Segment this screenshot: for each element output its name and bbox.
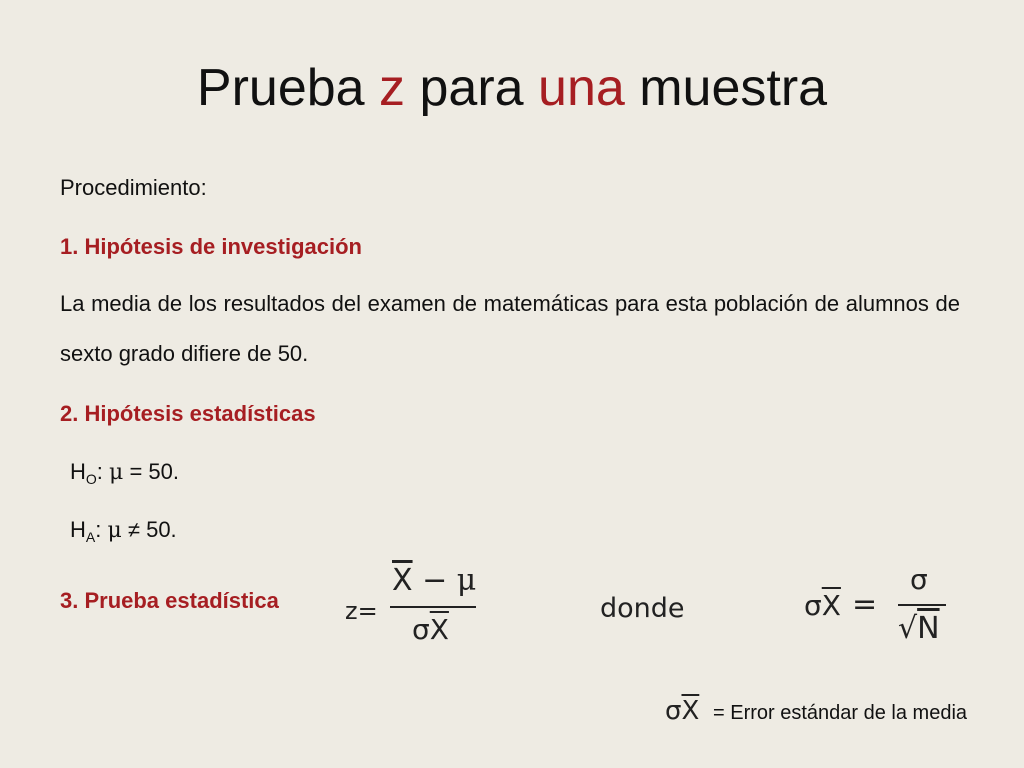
slide-title [0, 59, 1024, 117]
donde-label: donde [600, 593, 685, 624]
footnote-sigma: σ [665, 696, 682, 726]
numerator-minus: − [422, 563, 448, 598]
se-left [804, 589, 841, 622]
footnote-text: = Error estándar de la media [713, 702, 968, 724]
title-una: una [538, 59, 625, 117]
ha-rest: ≠ 50. [121, 517, 177, 542]
ha-mu: μ [107, 518, 122, 543]
null-hypothesis [70, 461, 179, 486]
z-label: z= [345, 597, 378, 625]
step1-heading: 1. Hipótesis de investigación [60, 234, 362, 259]
ha-symbol: H [70, 517, 86, 542]
h0-mu: μ [109, 460, 124, 485]
h0-rest: = 50. [123, 459, 179, 484]
footnote-symbol [665, 698, 699, 724]
se-sigma: σ [804, 589, 822, 622]
sqrt-sign: √ [898, 611, 918, 646]
procedure-label: Procedimiento: [60, 175, 207, 200]
z-numerator [392, 563, 477, 598]
title-part-3: muestra [624, 59, 828, 117]
se-equals: = [852, 587, 878, 622]
step2-heading: 2. Hipótesis estadísticas [60, 401, 316, 426]
numerator-xbar: $\overline{X}$ [392, 563, 413, 598]
step3-heading: 3. Prueba estadística [60, 588, 279, 613]
title-part-2: para [405, 59, 539, 117]
se-denominator [898, 611, 940, 646]
se-xbar: $\overline{X}$ [821, 589, 841, 622]
numerator-mu: μ [456, 563, 477, 598]
denominator-sigma: σ [412, 613, 430, 646]
ha-colon: : [95, 517, 108, 542]
h0-symbol: H [70, 459, 86, 484]
title-z: z [379, 59, 406, 117]
alternative-hypothesis [70, 519, 177, 544]
h0-colon: : [96, 459, 110, 484]
ha-subscript: A [85, 529, 96, 545]
z-fraction-line [390, 606, 476, 608]
se-fraction-line [898, 604, 946, 606]
sqrt-n: N [917, 611, 940, 646]
denominator-xbar: $\overline{X}$ [429, 613, 449, 646]
step1-text: La media de los resultados del examen de matemáticas para esta población de alumnos de sexto grado difiere de 50. [60, 291, 960, 366]
footnote-xbar: $\overline{X}$ [681, 696, 700, 726]
se-numerator-sigma: σ [910, 563, 928, 596]
title-part-1: Prueba [196, 59, 380, 117]
z-denominator [412, 613, 449, 646]
h0-subscript: O [85, 471, 97, 487]
